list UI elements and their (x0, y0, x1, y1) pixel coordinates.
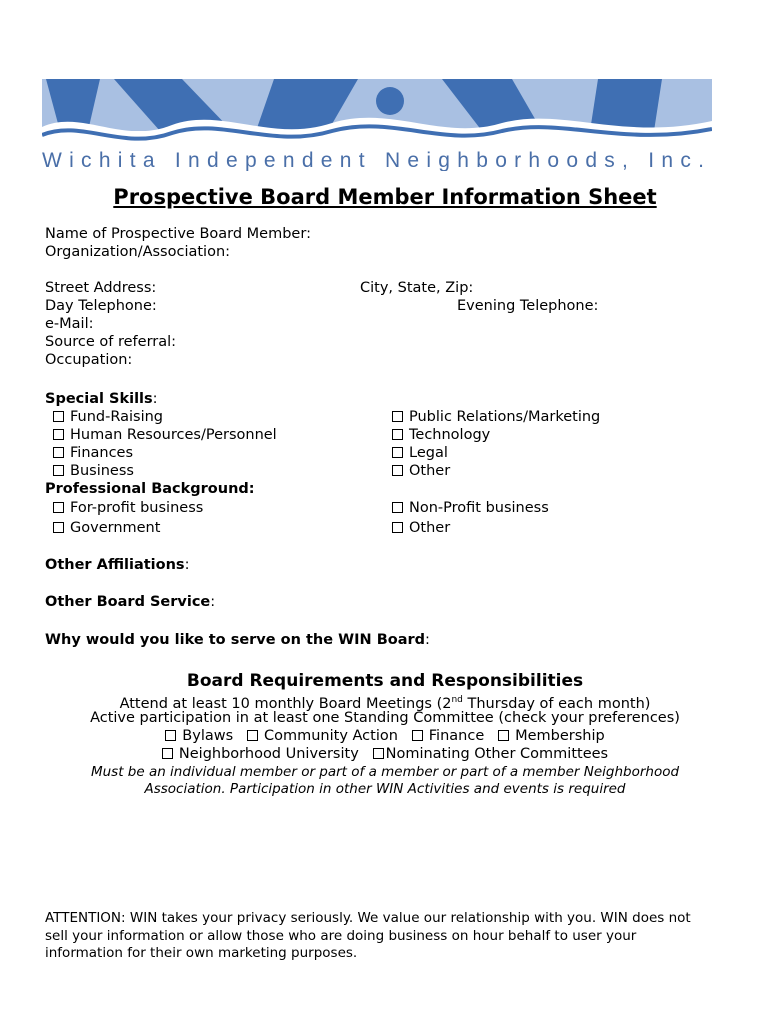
skill-option[interactable]: Fund-Raising (53, 408, 163, 426)
logo-org-name: Wichita Independent Neighborhoods, Inc. (42, 149, 705, 171)
skill-option[interactable]: Business (53, 462, 134, 480)
background-option[interactable]: Non-Profit business (392, 499, 549, 517)
field-city-label: City, State, Zip: (360, 280, 474, 296)
skill-option[interactable]: Public Relations/Marketing (392, 408, 600, 426)
checkbox[interactable] (392, 447, 403, 458)
privacy-line: information for their own marketing purposes. (45, 945, 358, 961)
requirements-committee: Active participation in at least one Standing Committee (check your preferences) (90, 710, 680, 726)
field-street-label: Street Address: (45, 280, 157, 296)
checkbox[interactable] (53, 502, 64, 513)
committee-option[interactable]: Finance (412, 728, 484, 744)
logo (42, 79, 712, 171)
professional-background-heading: Professional Background: (45, 481, 255, 497)
special-skills-heading: Special Skills: (45, 391, 158, 407)
checkbox[interactable] (53, 411, 64, 422)
requirements-note-1: Must be an individual member or part of a member or part of a member Neighborhood (90, 764, 680, 780)
field-occupation-label: Occupation: (45, 352, 133, 368)
committee-option[interactable]: Bylaws (165, 728, 233, 744)
privacy-line: sell your information or allow those who are doing business on hour behalf to user your (45, 927, 637, 944)
committee-option[interactable]: Nominating Other Committees (373, 746, 608, 762)
checkbox[interactable] (412, 730, 423, 741)
checkbox[interactable] (53, 447, 64, 458)
page-title: Prospective Board Member Information Sheet (113, 185, 657, 209)
checkbox[interactable] (162, 748, 173, 759)
checkbox[interactable] (498, 730, 509, 741)
checkbox[interactable] (392, 465, 403, 476)
checkbox[interactable] (53, 429, 64, 440)
committee-option[interactable]: Membership (498, 728, 605, 744)
checkbox[interactable] (392, 522, 403, 533)
background-option[interactable]: Other (392, 519, 450, 537)
field-name-label: Name of Prospective Board Member: (45, 226, 311, 242)
skill-option[interactable]: Finances (53, 444, 133, 462)
checkbox[interactable] (392, 429, 403, 440)
checkbox[interactable] (392, 411, 403, 422)
skill-option[interactable]: Legal (392, 444, 448, 462)
field-email-label: e-Mail: (45, 316, 94, 332)
skill-option[interactable]: Technology (392, 426, 490, 444)
other-board-service-label: Other Board Service: (45, 594, 216, 610)
requirements-meetings: Attend at least 10 monthly Board Meetings (2nd Thursday of each month) (119, 695, 651, 712)
privacy-line: ATTENTION: WIN takes your privacy seriously. We value our relationship with you. WIN does not (45, 910, 691, 926)
field-organization-label: Organization/Association: (45, 244, 231, 260)
field-evening-phone-label: Evening Telephone: (457, 298, 599, 314)
requirements-heading: Board Requirements and Responsibilities (186, 671, 584, 691)
privacy-notice (45, 910, 725, 963)
checkbox[interactable] (373, 748, 384, 759)
field-day-phone-label: Day Telephone: (45, 298, 157, 314)
committee-row-2 (0, 745, 770, 763)
other-affiliations-label: Other Affiliations: (45, 557, 190, 573)
requirements-note-2: Association. Participation in other WIN Activities and events is required (144, 781, 626, 797)
field-referral-label: Source of referral: (45, 334, 177, 350)
logo-graphic (42, 79, 712, 171)
checkbox[interactable] (53, 522, 64, 533)
committee-option[interactable]: Community Action (247, 728, 398, 744)
checkbox[interactable] (392, 502, 403, 513)
checkbox[interactable] (247, 730, 258, 741)
committee-row-1 (0, 727, 770, 745)
why-serve-label: Why would you like to serve on the WIN Board: (45, 632, 430, 648)
skill-option[interactable]: Other (392, 462, 450, 480)
committee-option[interactable]: Neighborhood University (162, 746, 359, 762)
checkbox[interactable] (53, 465, 64, 476)
skill-option[interactable]: Human Resources/Personnel (53, 426, 277, 444)
checkbox[interactable] (165, 730, 176, 741)
background-option[interactable]: Government (53, 519, 160, 537)
background-option[interactable]: For-profit business (53, 499, 203, 517)
